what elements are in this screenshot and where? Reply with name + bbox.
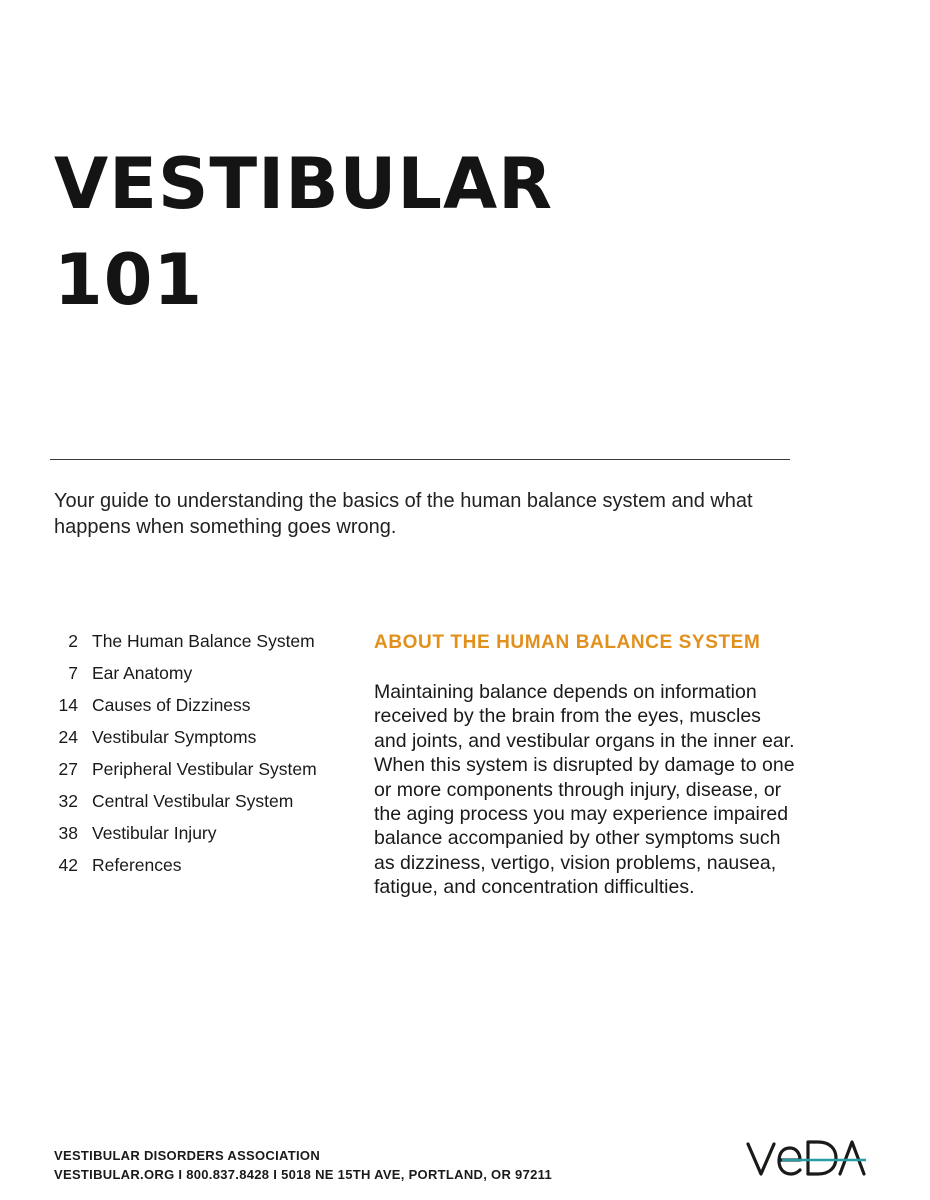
title-divider xyxy=(50,459,790,460)
about-line: the aging process you may experience impaired xyxy=(374,803,789,826)
toc-item xyxy=(48,690,358,722)
title-line-1: VESTIBULAR xyxy=(54,143,554,225)
toc-page-number: 38 xyxy=(58,823,78,843)
about-line: balance accompanied by other symptoms such xyxy=(374,827,781,850)
toc-item-title: Ear Anatomy xyxy=(92,663,193,683)
toc-item-title: Peripheral Vestibular System xyxy=(92,759,317,779)
toc-page-number: 32 xyxy=(58,791,78,811)
toc-page-number: 7 xyxy=(68,663,78,683)
toc-item xyxy=(48,786,358,818)
about-line: fatigue, and concentration difficulties. xyxy=(374,876,695,899)
table-of-contents xyxy=(48,626,358,882)
toc-item-title: The Human Balance System xyxy=(92,631,315,651)
footer xyxy=(54,1146,552,1184)
about-line: received by the brain from the eyes, muscles xyxy=(374,705,761,728)
toc-page-number: 24 xyxy=(58,727,78,747)
about-body xyxy=(374,680,854,900)
toc-item-title: Vestibular Injury xyxy=(92,823,217,843)
title-line-2: 101 xyxy=(54,239,204,321)
toc-item xyxy=(48,818,358,850)
toc-item xyxy=(48,754,358,786)
toc-item xyxy=(48,722,358,754)
page-title xyxy=(54,136,553,328)
toc-page-number: 27 xyxy=(58,759,78,779)
toc-page-number: 14 xyxy=(58,695,78,715)
about-line: and joints, and vestibular organs in the inner ear. xyxy=(374,729,795,752)
toc-item-title: Vestibular Symptoms xyxy=(92,727,257,747)
toc-item-title: Central Vestibular System xyxy=(92,791,294,811)
about-heading: ABOUT THE HUMAN BALANCE SYSTEM xyxy=(374,632,761,653)
footer-contact: VESTIBULAR.ORG I 800.837.8428 I 5018 NE 15TH AVE, PORTLAND, OR 97211 xyxy=(54,1167,552,1182)
about-line: as dizziness, vertigo, vision problems, nausea, xyxy=(374,851,777,874)
about-line: or more components through injury, disease, or xyxy=(374,778,782,801)
toc-item xyxy=(48,850,358,882)
toc-item-title: Causes of Dizziness xyxy=(92,695,251,715)
toc-item-title: References xyxy=(92,855,182,875)
about-section xyxy=(374,630,854,900)
toc-item xyxy=(48,626,358,658)
toc-page-number: 42 xyxy=(58,855,78,875)
about-line: When this system is disrupted by damage to one xyxy=(374,754,795,777)
subtitle: Your guide to understanding the basics of the human balance system and what happens when something goes wrong. xyxy=(54,490,753,538)
about-line: Maintaining balance depends on information xyxy=(374,681,757,703)
footer-org: VESTIBULAR DISORDERS ASSOCIATION xyxy=(54,1148,321,1163)
toc-page-number: 2 xyxy=(68,631,78,651)
veda-logo xyxy=(744,1136,868,1180)
toc-item xyxy=(48,658,358,690)
